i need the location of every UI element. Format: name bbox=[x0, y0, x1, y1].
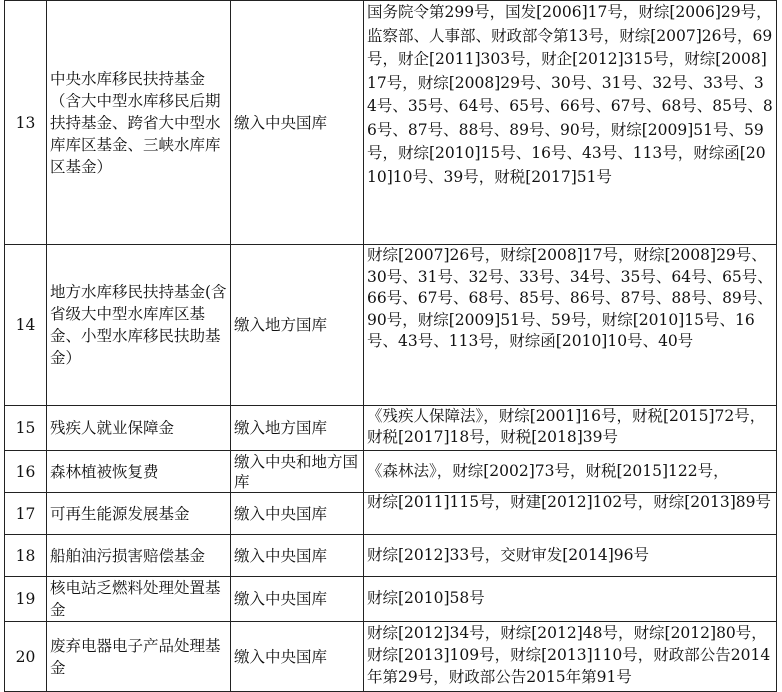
fund-name: 废弃电器电子产品处理基金 bbox=[47, 622, 231, 692]
deposit-destination: 缴入地方国库 bbox=[231, 245, 364, 406]
deposit-destination: 缴入中央国库 bbox=[231, 535, 364, 577]
table-row bbox=[5, 493, 777, 535]
table-row bbox=[5, 535, 777, 577]
fund-name: 中央水库移民扶持基金（含大中型水库移民后期扶持基金、跨省大中型水库库区基金、三峡水库库区基金） bbox=[47, 1, 231, 245]
row-number: 19 bbox=[5, 577, 47, 622]
fund-name: 森林植被恢复费 bbox=[47, 451, 231, 493]
fund-table bbox=[4, 0, 777, 692]
deposit-destination: 缴入中央和地方国库 bbox=[231, 451, 364, 493]
policy-basis: 财综[2011]115号，财建[2012]102号，财综[2013]89号 bbox=[364, 493, 777, 535]
row-number: 20 bbox=[5, 622, 47, 692]
deposit-destination: 缴入地方国库 bbox=[231, 406, 364, 451]
table-row bbox=[5, 622, 777, 692]
row-number: 16 bbox=[5, 451, 47, 493]
row-number: 15 bbox=[5, 406, 47, 451]
policy-basis: 财综[2012]34号，财综[2012]48号，财综[2012]80号，财综[2013]109号，财综[2013]110号，财政部公告2014年第29号，财政部公告2015年第91号 bbox=[364, 622, 777, 692]
table-row bbox=[5, 245, 777, 406]
fund-name: 残疾人就业保障金 bbox=[47, 406, 231, 451]
policy-basis: 财综[2007]26号，财综[2008]17号，财综[2008]29号、30号、31号、32号、33号、34号、35号、64号、65号、66号、67号、68号、85号、86号、87号、88号、89号、90号，财综[2009]51号、59号，财综[2010]15号、16号、43号、113号，财综函[2010]10号、40号 bbox=[364, 245, 777, 406]
row-number: 18 bbox=[5, 535, 47, 577]
policy-basis: 财综[2012]33号，交财审发[2014]96号 bbox=[364, 535, 777, 577]
deposit-destination: 缴入中央国库 bbox=[231, 622, 364, 692]
row-number: 17 bbox=[5, 493, 47, 535]
table-row bbox=[5, 1, 777, 245]
fund-name: 地方水库移民扶持基金(含省级大中型水库库区基金、小型水库移民扶助基金） bbox=[47, 245, 231, 406]
table-row bbox=[5, 577, 777, 622]
fund-name: 可再生能源发展基金 bbox=[47, 493, 231, 535]
deposit-destination: 缴入中央国库 bbox=[231, 577, 364, 622]
policy-basis: 《残疾人保障法》，财综[2001]16号，财税[2015]72号，财税[2017]18号，财税[2018]39号 bbox=[364, 406, 777, 451]
deposit-destination: 缴入中央国库 bbox=[231, 1, 364, 245]
policy-basis: 财综[2010]58号 bbox=[364, 577, 777, 622]
row-number: 14 bbox=[5, 245, 47, 406]
table-row bbox=[5, 451, 777, 493]
row-number: 13 bbox=[5, 1, 47, 245]
policy-basis: 国务院令第299号，国发[2006]17号，财综[2006]29号，监察部、人事部、财政部令第13号，财综[2007]26号，69号，财企[2011]303号，财企[2012]315号，财综[2008]17号，财综[2008]29号、30号、31号、32号、33号、34号、35号、64号、65号、66号、67号、68号、85号、86号、87号、88号、89号、90号，财综[2009]51号、59号，财综[2010]15号、16号、43号、113号，财综函[2010]10号、39号，财税[2017]51号 bbox=[364, 1, 777, 245]
fund-name: 船舶油污损害赔偿基金 bbox=[47, 535, 231, 577]
policy-basis: 《森林法》，财综[2002]73号，财税[2015]122号， bbox=[364, 451, 777, 493]
deposit-destination: 缴入中央国库 bbox=[231, 493, 364, 535]
table-row bbox=[5, 406, 777, 451]
fund-name: 核电站乏燃料处理处置基金 bbox=[47, 577, 231, 622]
